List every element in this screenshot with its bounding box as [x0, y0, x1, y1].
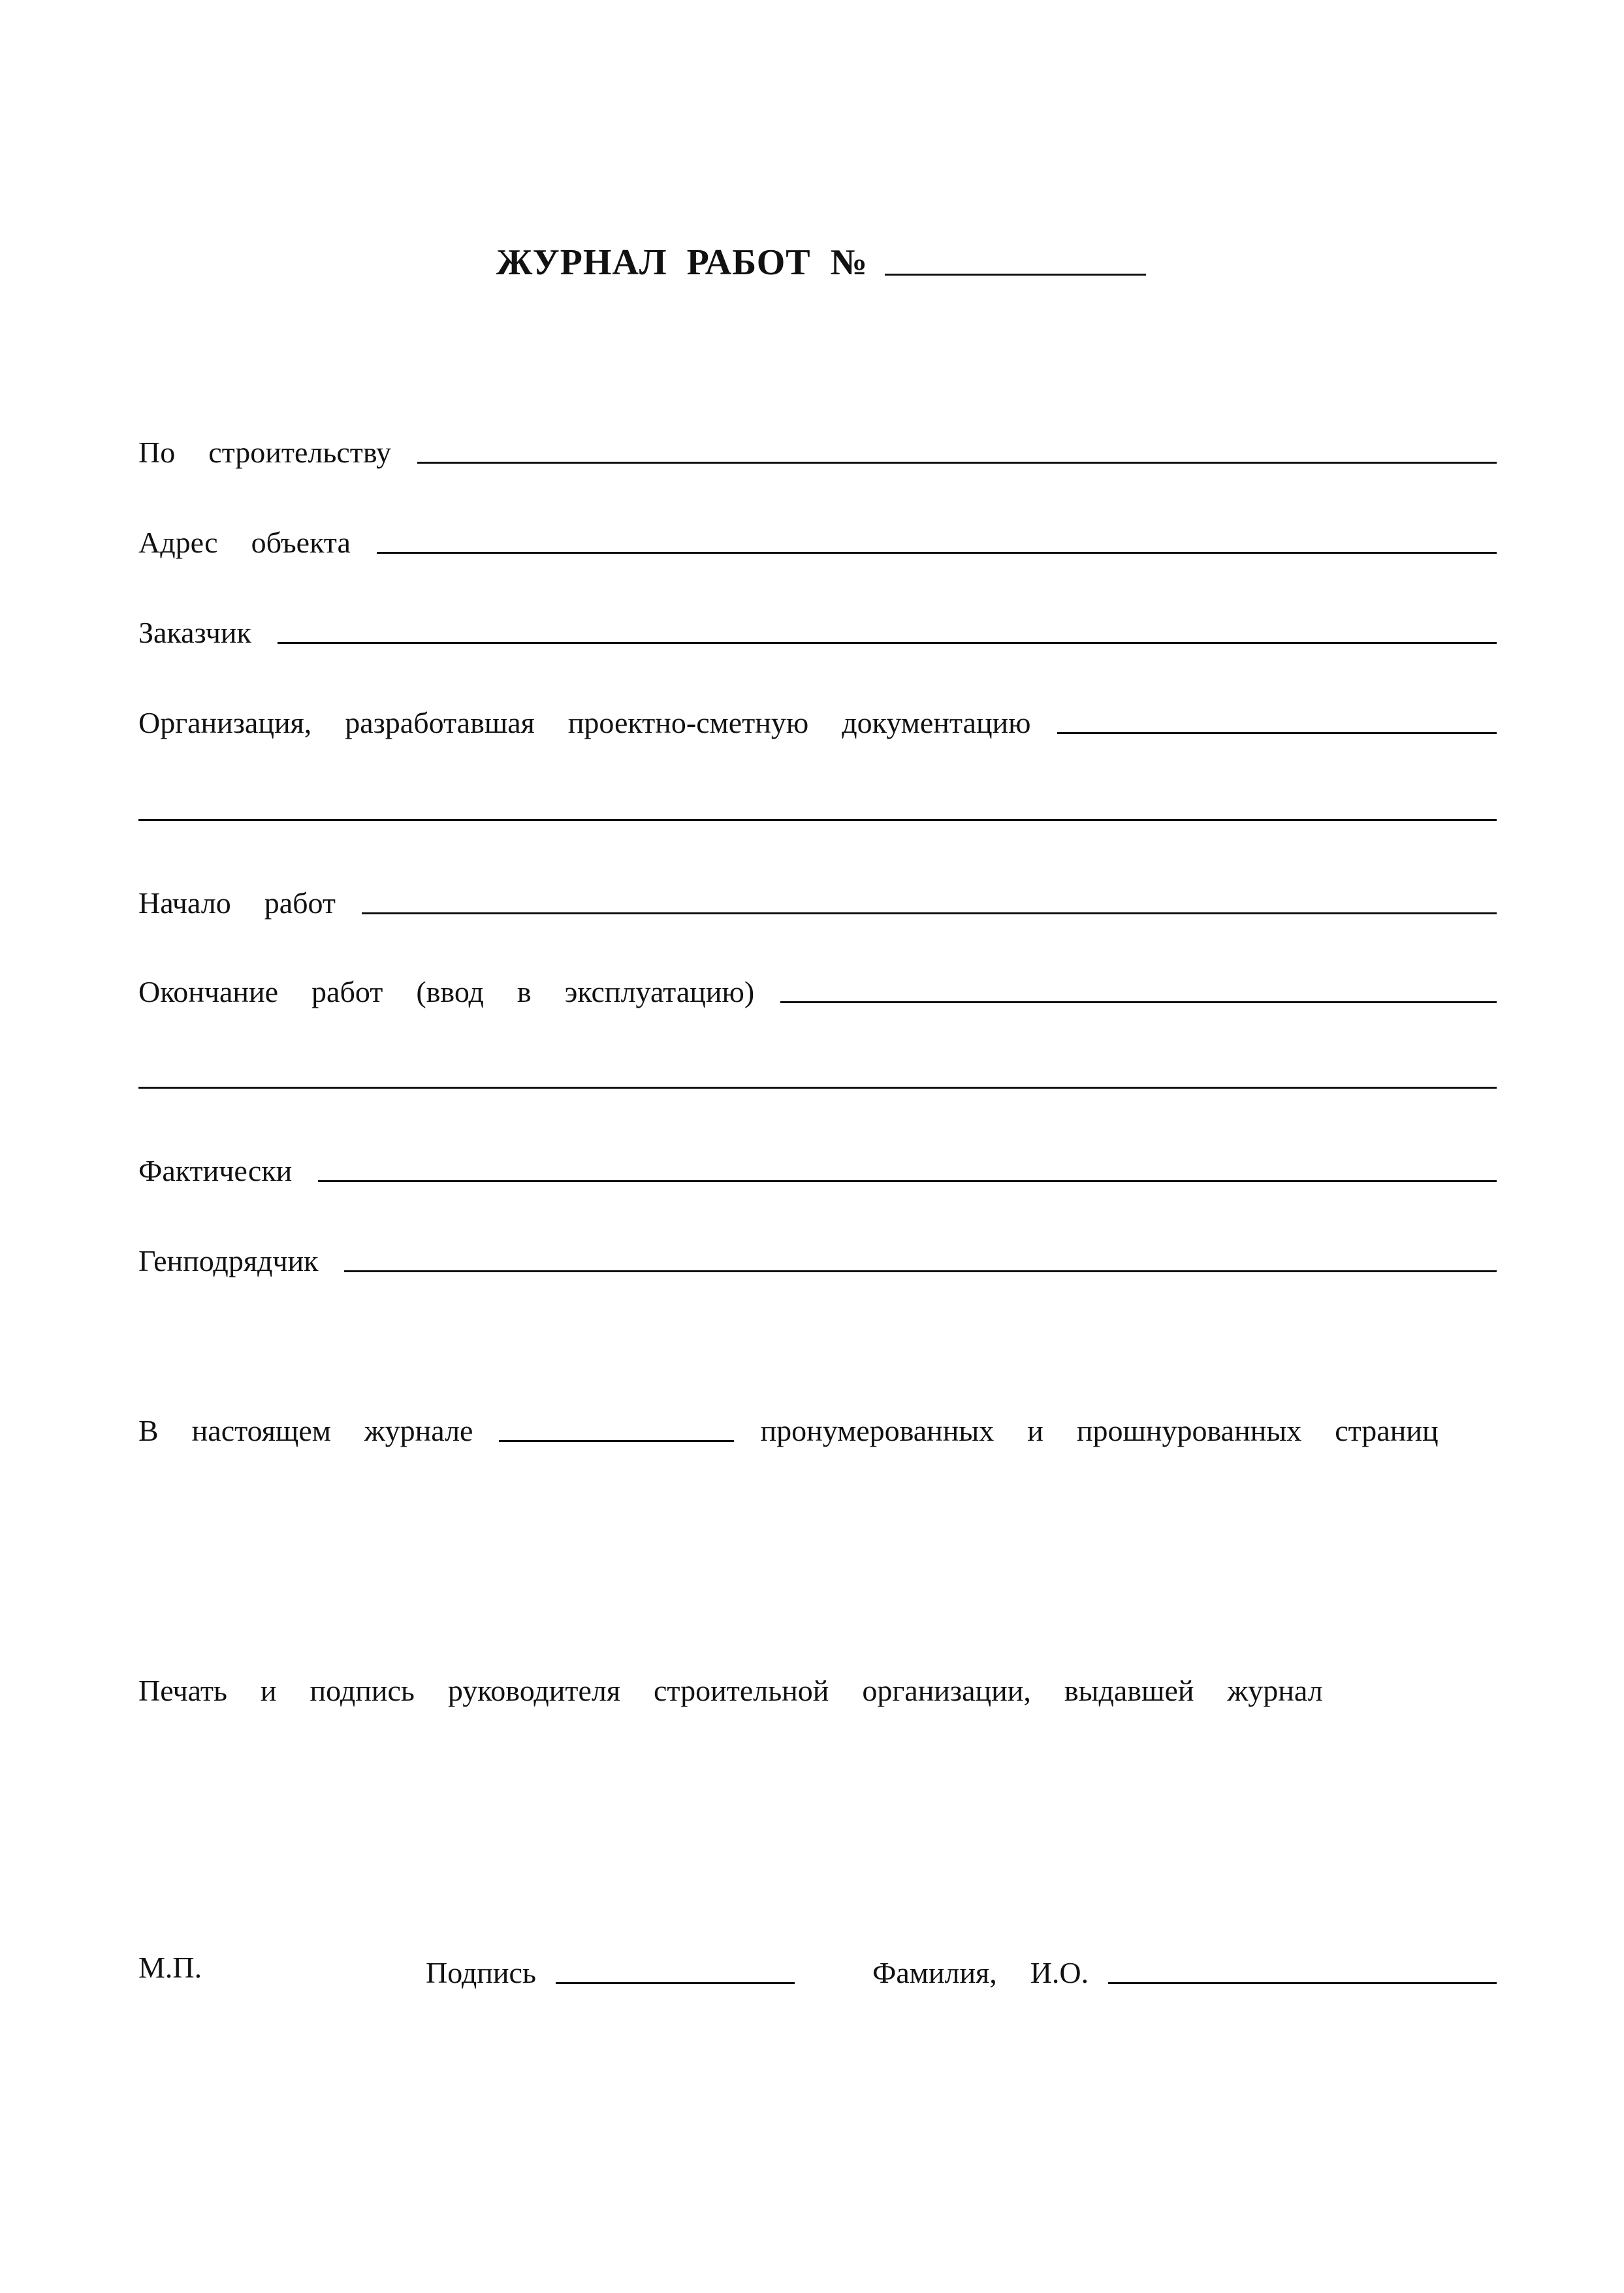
title-row [496, 235, 1146, 281]
full-name-block [872, 1958, 1497, 1988]
journal-number-field[interactable] [885, 274, 1146, 276]
signature-row [138, 1946, 1497, 1988]
pages-count-field[interactable] [499, 1440, 734, 1442]
address-label: Адрес объекта [138, 526, 351, 559]
customer-field[interactable] [278, 642, 1497, 644]
signature-field[interactable] [556, 1982, 795, 1984]
page-title: ЖУРНАЛ РАБОТ № [496, 242, 868, 283]
actual-label: Фактически [138, 1154, 293, 1187]
design-org-label: Организация, разработавшая проектно-сметную документацию [138, 706, 1031, 739]
start-field[interactable] [362, 912, 1497, 914]
start-row [138, 876, 1497, 918]
design-org-field[interactable] [1057, 732, 1497, 734]
construction-row [138, 426, 1497, 468]
construction-label: По строительству [138, 436, 392, 469]
construction-field[interactable] [417, 462, 1497, 464]
general-contractor-label: Генподрядчик [138, 1244, 319, 1277]
address-field[interactable] [377, 552, 1497, 554]
stamp-instruction: Печать и подпись руководителя строительной организации, выдавшей журнал [138, 1674, 1323, 1707]
signature-block [426, 1958, 795, 1988]
full-name-field[interactable] [1108, 1982, 1497, 1984]
actual-field[interactable] [318, 1180, 1497, 1182]
full-name-label: Фамилия, И.О. [872, 1956, 1089, 1989]
end-label: Окончание работ (ввод в эксплуатацию) [138, 975, 755, 1008]
address-row [138, 516, 1497, 558]
seal-place-label: М.П. [138, 1951, 202, 1984]
end-field[interactable] [780, 1001, 1497, 1003]
pages-row [138, 1404, 1497, 1446]
actual-row [138, 1144, 1497, 1186]
pages-after-label: пронумерованных и прошнурованных страниц [760, 1414, 1439, 1447]
customer-row [138, 606, 1497, 648]
start-label: Начало работ [138, 886, 336, 920]
design-org-continuation-field[interactable] [138, 819, 1497, 821]
design-org-row [138, 696, 1497, 738]
end-continuation-field[interactable] [138, 1087, 1497, 1089]
pages-before-label: В настоящем журнале [138, 1414, 473, 1447]
signature-label: Подпись [426, 1956, 536, 1989]
end-row [138, 965, 1497, 1007]
general-contractor-row [138, 1234, 1497, 1276]
general-contractor-field[interactable] [344, 1270, 1497, 1272]
customer-label: Заказчик [138, 616, 251, 649]
